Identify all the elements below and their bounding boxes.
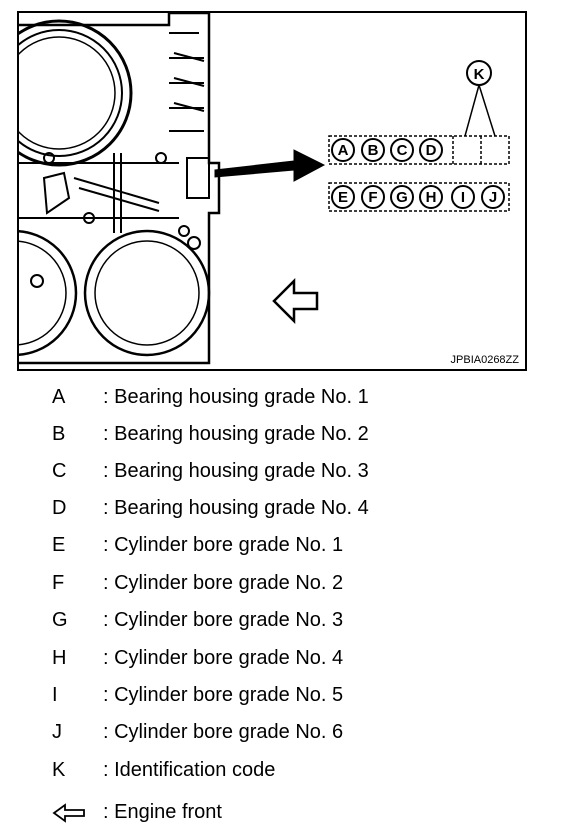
legend-text: : Bearing housing grade No. 2 (103, 423, 369, 445)
pointer-arrow (215, 150, 324, 181)
legend-key: E (52, 534, 66, 556)
code-letter-f: F (368, 189, 378, 206)
legend-text: : Bearing housing grade No. 1 (103, 386, 369, 408)
legend-item (0, 605, 576, 635)
legend-item (0, 717, 576, 747)
legend-item (0, 643, 576, 673)
legend-key: F (52, 572, 65, 594)
code-letter-b: B (367, 142, 379, 159)
code-letter-h: H (425, 189, 437, 206)
legend-item (0, 456, 576, 486)
code-letter-g: G (396, 189, 408, 206)
legend-key: D (52, 497, 67, 519)
code-letter-e: E (337, 189, 349, 206)
legend-key: J (52, 721, 62, 743)
legend-text: : Identification code (103, 759, 276, 781)
legend-key: G (52, 609, 68, 631)
code-row-top (329, 136, 509, 164)
legend-item (0, 382, 576, 412)
code-letter-a: A (337, 142, 349, 159)
code-letter-d: D (425, 142, 437, 159)
legend-key: H (52, 647, 67, 669)
code-letter-c: C (396, 142, 408, 159)
legend-item (0, 755, 576, 785)
code-letter-k: K (473, 66, 485, 83)
legend-item (0, 568, 576, 598)
legend-item (0, 493, 576, 523)
legend-item-engine-front (0, 797, 576, 827)
code-row-bottom (329, 183, 509, 211)
legend-text: : Cylinder bore grade No. 6 (103, 721, 344, 743)
legend-text: : Bearing housing grade No. 4 (103, 497, 369, 519)
code-letter-i: I (460, 189, 466, 206)
id-code-callout (465, 61, 495, 136)
hollow-left-arrow-icon (52, 803, 86, 823)
engine-block-drawing (19, 13, 525, 369)
legend-key: B (52, 423, 66, 445)
legend-text: : Cylinder bore grade No. 4 (103, 647, 344, 669)
legend-item (0, 419, 576, 449)
image-id-label: JPBIA0268ZZ (450, 354, 519, 366)
legend-item (0, 680, 576, 710)
code-letter-j: J (488, 189, 498, 206)
legend-item (0, 530, 576, 560)
legend-key: C (52, 460, 67, 482)
legend-text: : Cylinder bore grade No. 3 (103, 609, 344, 631)
legend-text: : Cylinder bore grade No. 5 (103, 684, 344, 706)
engine-block-figure (17, 11, 527, 371)
legend-text: : Bearing housing grade No. 3 (103, 460, 369, 482)
legend-key: I (52, 684, 58, 706)
legend-key: A (52, 386, 66, 408)
engine-front-arrow-icon (274, 281, 317, 321)
legend-text: : Cylinder bore grade No. 2 (103, 572, 344, 594)
legend-key: K (52, 759, 66, 781)
legend-text: : Cylinder bore grade No. 1 (103, 534, 344, 556)
legend-text: : Engine front (103, 801, 222, 823)
